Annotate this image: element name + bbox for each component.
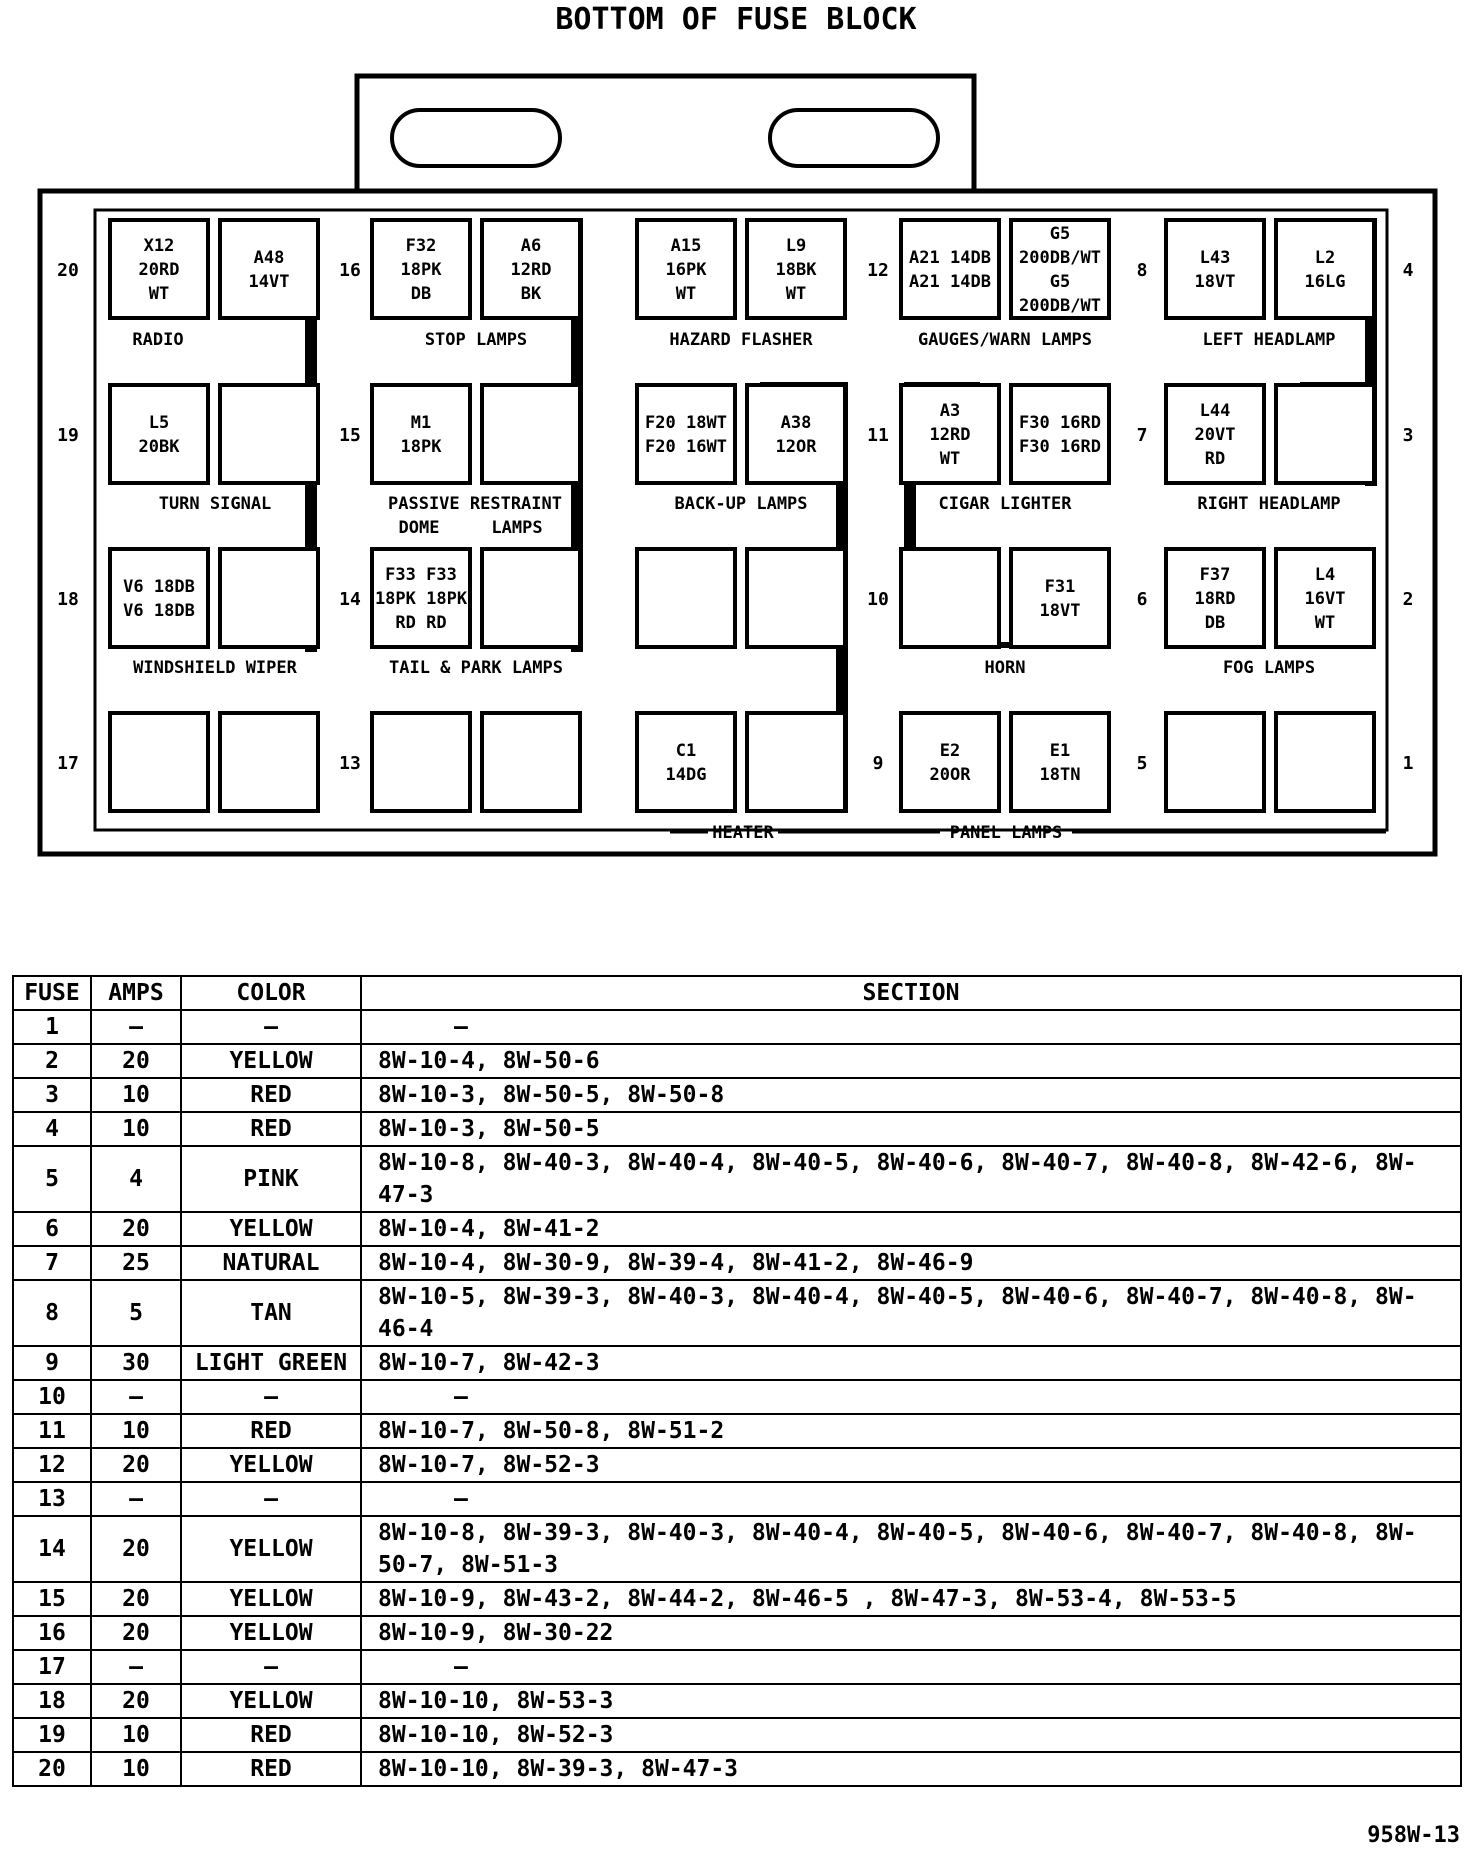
fuse-cavity [747, 713, 845, 811]
amps-cell: 20 [91, 1448, 181, 1482]
wire-code: 18RD [1194, 589, 1236, 609]
circuit-label-radio: RADIO [132, 330, 184, 350]
column-header-color: COLOR [181, 976, 361, 1010]
amps-cell: 5 [91, 1280, 181, 1346]
mounting-slot-right [770, 110, 938, 166]
color-cell: YELLOW [181, 1684, 361, 1718]
fuse-cavity-box [637, 385, 735, 483]
fuse-cavity [220, 713, 318, 811]
fuse-cavity-box [901, 713, 999, 811]
amps-cell: 20 [91, 1044, 181, 1078]
table-row [13, 1718, 1461, 1752]
fuse-cavity [637, 549, 735, 647]
section-cell: 8W-10-10, 8W-52-3 [361, 1718, 1461, 1752]
color-cell: PINK [181, 1146, 361, 1212]
wire-code: 20VT [1194, 425, 1236, 445]
wire-code: 18VT [1039, 601, 1081, 621]
circuit-label-lamps: LAMPS [491, 518, 543, 538]
wire-code: 14DG [665, 765, 707, 785]
wire-code: E1 [1049, 741, 1071, 761]
wire-code: 16PK [665, 260, 707, 280]
wire-code: V6 18DB [123, 601, 195, 621]
table-row [13, 1448, 1461, 1482]
section-cell: – [361, 1010, 1461, 1044]
fuse-position-number: 7 [1136, 425, 1148, 446]
amps-cell: – [91, 1650, 181, 1684]
fuse-number-cell: 10 [13, 1380, 91, 1414]
fuse-cavity [1011, 385, 1109, 483]
color-cell: – [181, 1650, 361, 1684]
fuse-cavity [1011, 713, 1109, 811]
fuse-cavity [1166, 220, 1264, 318]
wire-code: A21 14DB [909, 272, 991, 292]
amps-cell: 10 [91, 1078, 181, 1112]
amps-cell: 25 [91, 1246, 181, 1280]
mounting-slot-left [392, 110, 560, 166]
fuse-cavity-box [1276, 713, 1374, 811]
section-cell: 8W-10-4, 8W-41-2 [361, 1212, 1461, 1246]
fuse-position-number: 18 [57, 589, 79, 610]
section-cell: 8W-10-4, 8W-50-6 [361, 1044, 1461, 1078]
fuse-cavity [1011, 549, 1109, 647]
wire-code: RD [1204, 449, 1226, 469]
fuse-block-diagram [0, 0, 1472, 870]
table-row [13, 1380, 1461, 1414]
wire-code: L43 [1199, 248, 1231, 268]
circuit-label-cigar-lighter: CIGAR LIGHTER [938, 494, 1072, 514]
section-cell: – [361, 1380, 1461, 1414]
fuse-cavity-box [1166, 220, 1264, 318]
circuit-label-dome: DOME [398, 518, 440, 538]
circuit-label-windshield-wiper: WINDSHIELD WIPER [133, 658, 297, 678]
table-row [13, 1212, 1461, 1246]
color-cell: YELLOW [181, 1516, 361, 1582]
amps-cell: 20 [91, 1212, 181, 1246]
color-cell: RED [181, 1414, 361, 1448]
wire-code: RD RD [395, 613, 447, 633]
amps-cell: 4 [91, 1146, 181, 1212]
fuse-table [12, 975, 1462, 1787]
circuit-label-right-headlamp: RIGHT HEADLAMP [1197, 494, 1341, 514]
fuse-position-number: 12 [867, 260, 889, 281]
circuit-label-tail-park-lamps: TAIL & PARK LAMPS [389, 658, 563, 678]
table-row [13, 1280, 1461, 1346]
amps-cell: 20 [91, 1516, 181, 1582]
table-header-row [13, 976, 1461, 1010]
fuse-number-cell: 6 [13, 1212, 91, 1246]
circuit-label-turn-signal: TURN SIGNAL [158, 494, 272, 514]
wire-code: L2 [1314, 248, 1336, 268]
fuse-cavity [482, 220, 580, 318]
color-cell: LIGHT GREEN [181, 1346, 361, 1380]
table-row [13, 1752, 1461, 1786]
wire-code: 18TN [1039, 765, 1081, 785]
amps-cell: 20 [91, 1684, 181, 1718]
fuse-cavity-box [482, 385, 580, 483]
circuit-label-hazard-flasher: HAZARD FLASHER [669, 330, 813, 350]
wire-code: 14VT [248, 272, 290, 292]
section-cell: – [361, 1650, 1461, 1684]
color-cell: YELLOW [181, 1616, 361, 1650]
color-cell: RED [181, 1718, 361, 1752]
fuse-cavity [637, 385, 735, 483]
fuse-cavity [901, 713, 999, 811]
fuse-number-cell: 20 [13, 1752, 91, 1786]
wire-code: WT [1314, 613, 1336, 633]
wire-code: F32 [405, 236, 437, 256]
section-cell: 8W-10-3, 8W-50-5, 8W-50-8 [361, 1078, 1461, 1112]
wire-code: 12RD [510, 260, 552, 280]
circuit-label-heater: HEATER [712, 823, 774, 843]
color-cell: YELLOW [181, 1212, 361, 1246]
color-cell: NATURAL [181, 1246, 361, 1280]
fuse-cavity [482, 549, 580, 647]
fuse-position-number: 10 [867, 589, 889, 610]
fuse-position-number: 8 [1136, 260, 1148, 281]
color-cell: – [181, 1010, 361, 1044]
fuse-cavity-box [220, 385, 318, 483]
fuse-position-number: 16 [339, 260, 361, 281]
fuse-cavity-box [637, 549, 735, 647]
fuse-position-number: 6 [1136, 589, 1148, 610]
fuse-cavity [110, 385, 208, 483]
wire-code: M1 [410, 413, 432, 433]
amps-cell: 20 [91, 1616, 181, 1650]
wire-code: WT [785, 284, 807, 304]
circuit-label-passive-restraint: PASSIVE RESTRAINT [388, 494, 562, 514]
color-cell: YELLOW [181, 1582, 361, 1616]
fuse-cavity [372, 220, 470, 318]
amps-cell: 10 [91, 1414, 181, 1448]
fuse-cavity-box [110, 713, 208, 811]
table-row [13, 1010, 1461, 1044]
wire-code: F31 [1044, 577, 1076, 597]
section-cell: 8W-10-9, 8W-30-22 [361, 1616, 1461, 1650]
fuse-cavity [901, 549, 999, 647]
section-cell: 8W-10-8, 8W-39-3, 8W-40-3, 8W-40-4, 8W-40-5, 8W-40-6, 8W-40-7, 8W-40-8, 8W-50-7, 8W-51-3 [361, 1516, 1461, 1582]
wire-code: 12OR [775, 437, 817, 457]
table-row [13, 1346, 1461, 1380]
section-cell: 8W-10-7, 8W-52-3 [361, 1448, 1461, 1482]
section-cell: 8W-10-7, 8W-42-3 [361, 1346, 1461, 1380]
fuse-position-number: 4 [1402, 260, 1414, 281]
fuse-cavity-box [747, 385, 845, 483]
wire-code: DB [1204, 613, 1226, 633]
wire-code: 20OR [929, 765, 971, 785]
wire-code: 200DB/WT [1019, 296, 1101, 316]
fuse-position-number: 13 [339, 753, 361, 774]
fuse-cavity [637, 713, 735, 811]
circuit-label-stop-lamps: STOP LAMPS [424, 330, 528, 350]
circuit-label-horn: HORN [984, 658, 1026, 678]
fuse-cavity-box [1011, 549, 1109, 647]
fuse-position-number: 17 [57, 753, 79, 774]
fuse-number-cell: 8 [13, 1280, 91, 1346]
table-row [13, 1044, 1461, 1078]
column-header-amps: AMPS [91, 976, 181, 1010]
fuse-cavity-box [1276, 385, 1374, 483]
fuse-number-cell: 13 [13, 1482, 91, 1516]
wire-code: E2 [939, 741, 961, 761]
fuse-cavity [747, 220, 845, 318]
fuse-cavity [1166, 385, 1264, 483]
fuse-position-number: 19 [57, 425, 79, 446]
table-row [13, 1516, 1461, 1582]
diagram-title: BOTTOM OF FUSE BLOCK [555, 2, 917, 37]
wire-code: V6 18DB [123, 577, 195, 597]
amps-cell: 10 [91, 1718, 181, 1752]
color-cell: – [181, 1380, 361, 1414]
circuit-label-panel-lamps: PANEL LAMPS [949, 823, 1063, 843]
wire-code: A21 14DB [909, 248, 991, 268]
table-row [13, 1482, 1461, 1516]
fuse-number-cell: 4 [13, 1112, 91, 1146]
color-cell: TAN [181, 1280, 361, 1346]
color-cell: RED [181, 1078, 361, 1112]
fuse-cavity [220, 549, 318, 647]
wire-code: F30 16RD [1019, 413, 1101, 433]
fuse-position-number: 3 [1402, 425, 1414, 446]
wire-code: A6 [520, 236, 542, 256]
fuse-cavity-box [747, 549, 845, 647]
column-header-section: SECTION [361, 976, 1461, 1010]
fuse-cavity-box [901, 220, 999, 318]
wire-code: A15 [670, 236, 702, 256]
fuse-cavity-box [482, 713, 580, 811]
fuse-number-cell: 14 [13, 1516, 91, 1582]
fuse-cavity [220, 220, 318, 318]
fuse-cavity-box [637, 713, 735, 811]
table-row [13, 1246, 1461, 1280]
fuse-number-cell: 15 [13, 1582, 91, 1616]
fuse-cavity [1166, 549, 1264, 647]
amps-cell: 10 [91, 1112, 181, 1146]
table-row [13, 1078, 1461, 1112]
fuse-cavity [110, 220, 208, 318]
fuse-position-number: 5 [1136, 753, 1148, 774]
wire-code: 20RD [138, 260, 180, 280]
fuse-cavity-box [220, 220, 318, 318]
amps-cell: 30 [91, 1346, 181, 1380]
fuse-cavity [1166, 713, 1264, 811]
amps-cell: – [91, 1010, 181, 1044]
wire-code: 20BK [138, 437, 180, 457]
table-row [13, 1684, 1461, 1718]
fuse-cavity-box [110, 549, 208, 647]
fuse-cavity [110, 713, 208, 811]
amps-cell: 20 [91, 1582, 181, 1616]
color-cell: – [181, 1482, 361, 1516]
wire-code: G5 [1049, 272, 1071, 292]
fuse-position-number: 1 [1402, 753, 1414, 774]
wire-code: 18BK [775, 260, 817, 280]
wire-code: WT [939, 449, 961, 469]
fuse-cavity-box [901, 549, 999, 647]
wire-code: G5 [1049, 224, 1071, 244]
fuse-cavity-box [1166, 713, 1264, 811]
circuit-label-back-up-lamps: BACK-UP LAMPS [674, 494, 808, 514]
fuse-cavity [901, 385, 999, 483]
section-cell: 8W-10-7, 8W-50-8, 8W-51-2 [361, 1414, 1461, 1448]
fuse-cavity-box [220, 549, 318, 647]
fuse-position-number: 20 [57, 260, 79, 281]
fuse-cavity [482, 385, 580, 483]
fuse-cavity-box [1011, 385, 1109, 483]
fuse-cavity-box [220, 713, 318, 811]
fuse-cavity [482, 713, 580, 811]
fuse-position-number: 15 [339, 425, 361, 446]
fuse-number-cell: 9 [13, 1346, 91, 1380]
color-cell: YELLOW [181, 1448, 361, 1482]
fuse-number-cell: 12 [13, 1448, 91, 1482]
fuse-number-cell: 3 [13, 1078, 91, 1112]
fuse-cavity [1276, 385, 1374, 483]
fuse-number-cell: 18 [13, 1684, 91, 1718]
wire-code: DB [410, 284, 432, 304]
section-cell: 8W-10-10, 8W-39-3, 8W-47-3 [361, 1752, 1461, 1786]
section-cell: 8W-10-3, 8W-50-5 [361, 1112, 1461, 1146]
table-row [13, 1112, 1461, 1146]
section-cell: 8W-10-9, 8W-43-2, 8W-44-2, 8W-46-5 , 8W-47-3, 8W-53-4, 8W-53-5 [361, 1582, 1461, 1616]
wire-code: C1 [675, 741, 697, 761]
fuse-cavity [1011, 220, 1109, 318]
fuse-position-number: 11 [867, 425, 889, 446]
circuit-label-left-headlamp: LEFT HEADLAMP [1202, 330, 1336, 350]
wire-code: X12 [143, 236, 175, 256]
wire-code: A38 [780, 413, 812, 433]
fuse-cavity [372, 385, 470, 483]
wire-code: L44 [1199, 401, 1231, 421]
section-cell: 8W-10-8, 8W-40-3, 8W-40-4, 8W-40-5, 8W-40-6, 8W-40-7, 8W-40-8, 8W-42-6, 8W-47-3 [361, 1146, 1461, 1212]
wire-code: F30 16RD [1019, 437, 1101, 457]
wire-code: 16LG [1304, 272, 1346, 292]
fuse-number-cell: 2 [13, 1044, 91, 1078]
wire-code: L5 [148, 413, 170, 433]
figure-code: 958W-13 [1367, 1823, 1460, 1848]
amps-cell: – [91, 1380, 181, 1414]
wire-code: L4 [1314, 565, 1336, 585]
fuse-cavity-box [482, 549, 580, 647]
fuse-cavity [637, 220, 735, 318]
fuse-position-number: 9 [872, 753, 884, 774]
color-cell: RED [181, 1112, 361, 1146]
wire-code: F20 18WT [645, 413, 727, 433]
section-cell: – [361, 1482, 1461, 1516]
fuse-number-cell: 16 [13, 1616, 91, 1650]
wire-code: F33 F33 [385, 565, 457, 585]
circuit-label-gauges-warn-lamps: GAUGES/WARN LAMPS [918, 330, 1092, 350]
wire-code: BK [520, 284, 542, 304]
fuse-cavity-box [110, 385, 208, 483]
fuse-cavity-box [372, 713, 470, 811]
fuse-number-cell: 17 [13, 1650, 91, 1684]
color-cell: RED [181, 1752, 361, 1786]
color-cell: YELLOW [181, 1044, 361, 1078]
fuse-position-number: 14 [339, 589, 361, 610]
circuit-label-fog-lamps: FOG LAMPS [1222, 658, 1316, 678]
table-row [13, 1582, 1461, 1616]
fuse-cavity [372, 549, 470, 647]
wire-code: 18PK 18PK [374, 589, 468, 609]
fuse-number-cell: 5 [13, 1146, 91, 1212]
fuse-cavity [747, 549, 845, 647]
wire-code: A3 [939, 401, 961, 421]
wire-code: A48 [253, 248, 285, 268]
fuse-number-cell: 11 [13, 1414, 91, 1448]
wire-code: 12RD [929, 425, 971, 445]
fuse-cavity [1276, 220, 1374, 318]
fuse-cavity [901, 220, 999, 318]
fuse-number-cell: 1 [13, 1010, 91, 1044]
amps-cell: – [91, 1482, 181, 1516]
wire-code: F20 16WT [645, 437, 727, 457]
fuse-cavity [110, 549, 208, 647]
wire-code: F37 [1199, 565, 1231, 585]
wire-code: 16VT [1304, 589, 1346, 609]
fuse-cavity-box [372, 385, 470, 483]
fuse-cavity [1276, 549, 1374, 647]
wire-code: WT [148, 284, 170, 304]
section-cell: 8W-10-4, 8W-30-9, 8W-39-4, 8W-41-2, 8W-46-9 [361, 1246, 1461, 1280]
table-row [13, 1146, 1461, 1212]
table-row [13, 1616, 1461, 1650]
fuse-cavity [1276, 713, 1374, 811]
fuse-position-number: 2 [1402, 589, 1414, 610]
fuse-cavity [747, 385, 845, 483]
wire-code: WT [675, 284, 697, 304]
wire-code: 18VT [1194, 272, 1236, 292]
wire-code: 18PK [400, 260, 442, 280]
fuse-cavity-box [1011, 713, 1109, 811]
wire-code: 18PK [400, 437, 442, 457]
table-row [13, 1650, 1461, 1684]
fuse-number-cell: 19 [13, 1718, 91, 1752]
column-header-fuse: FUSE [13, 976, 91, 1010]
wire-code: L9 [785, 236, 807, 256]
table-row [13, 1414, 1461, 1448]
fuse-cavity [220, 385, 318, 483]
wire-code: 200DB/WT [1019, 248, 1101, 268]
section-cell: 8W-10-5, 8W-39-3, 8W-40-3, 8W-40-4, 8W-40-5, 8W-40-6, 8W-40-7, 8W-40-8, 8W-46-4 [361, 1280, 1461, 1346]
fuse-cavity-box [1276, 220, 1374, 318]
fuse-number-cell: 7 [13, 1246, 91, 1280]
fuse-cavity-box [747, 713, 845, 811]
section-cell: 8W-10-10, 8W-53-3 [361, 1684, 1461, 1718]
fuse-cavity [372, 713, 470, 811]
amps-cell: 10 [91, 1752, 181, 1786]
